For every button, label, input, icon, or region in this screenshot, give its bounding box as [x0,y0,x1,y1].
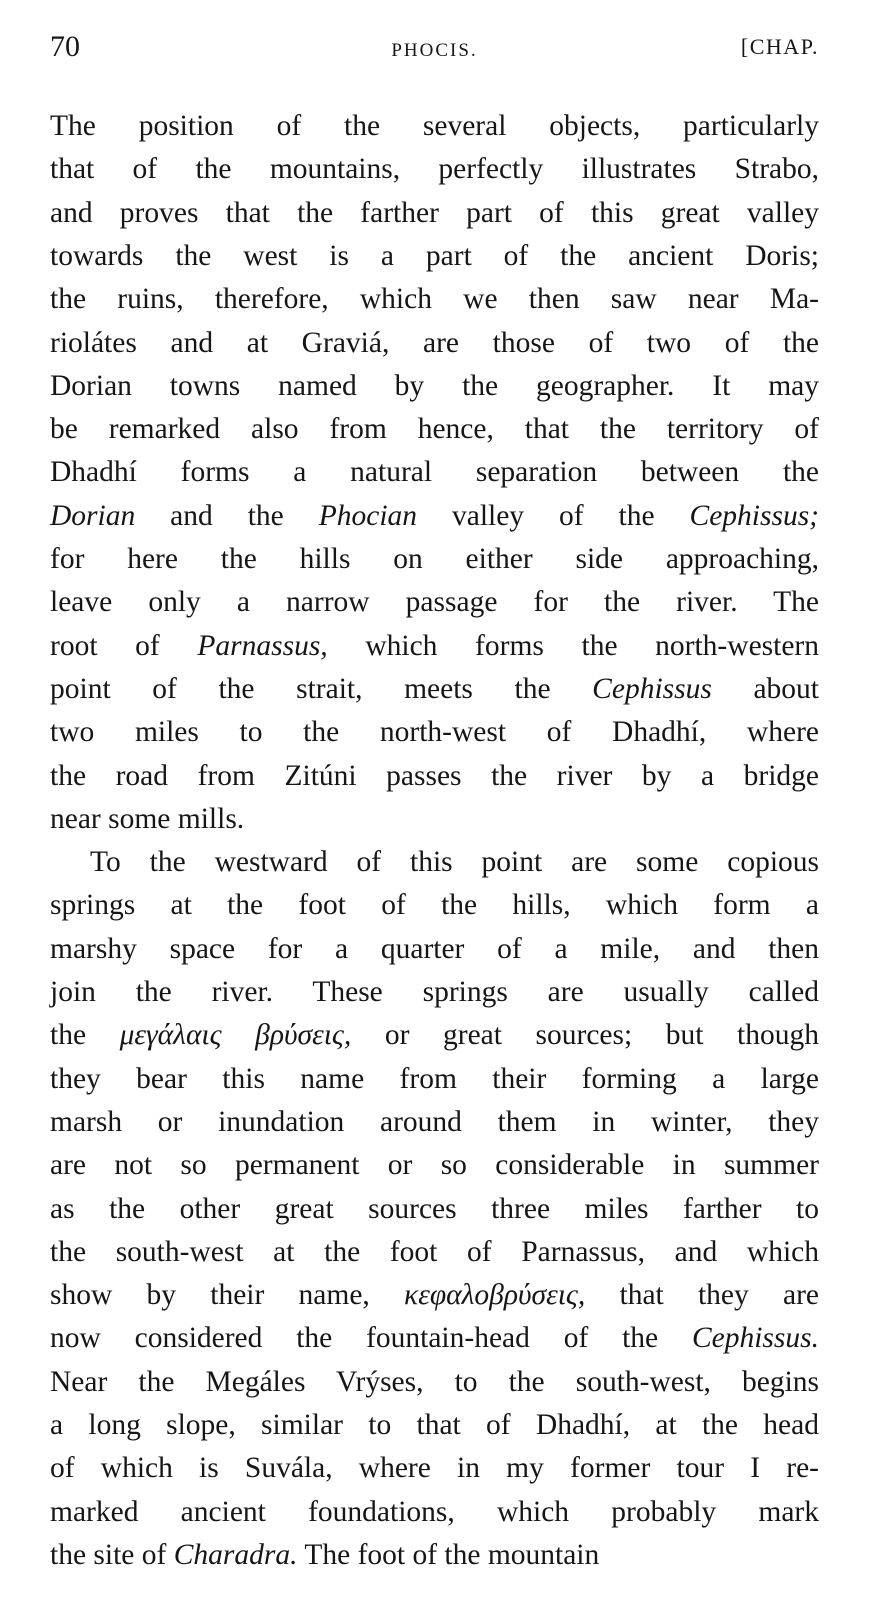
text-line [50,537,819,581]
text-run: leave only a narrow passage for the river. The [50,586,819,619]
text-run: join the river. These springs are usually called [50,976,819,1008]
text-line [50,1230,819,1274]
text-run: the road from Zitúni passes the river by a bridge [50,759,819,792]
text-run: be remarked also from hence, that the territory of [50,413,819,446]
page-header [0,30,869,80]
italic-text: Cephissus; [689,499,819,532]
text-line [50,147,819,191]
italic-text: Parnassus, [197,629,328,662]
text-run: Near the Megáles Vrýses, to the south-west, begins [50,1365,819,1398]
text-line [50,1187,819,1231]
text-line [50,580,819,624]
text-run: The position of the several objects, particularly [50,110,819,142]
text-line [50,797,819,841]
text-run: a long slope, similar to that of Dhadhí, at the head [50,1409,819,1441]
text-run: marked ancient foundations, which probably mark [50,1495,819,1528]
text-line [50,667,819,711]
text-line [50,1143,819,1187]
text-line [50,1273,819,1317]
text-line [50,1403,819,1447]
text-run: which forms the north-western [327,629,819,662]
text-line [50,364,819,408]
text-run: near some mills. [50,802,245,835]
text-line [50,927,819,971]
text-run: the south-west at the foot of Parnassus, and which [50,1235,819,1268]
italic-text: Phocian [318,499,418,532]
text-run: towards the west is a part of the ancient Doris; [50,239,819,272]
text-run: valley of the [417,499,690,532]
text-line [50,234,819,278]
text-run: Dorian towns named by the geographer. It may [50,369,819,402]
text-run: as the other great sources three miles farther to [50,1192,819,1225]
text-run: Dhadhí forms a natural separation between the [50,456,819,489]
text-line [50,1013,819,1057]
text-run: and proves that the farther part of this great valley [50,196,819,229]
text-run: the site of [50,1538,174,1571]
text-run: marshy space for a quarter of a mile, and then [50,932,819,965]
italic-text: κεφαλοβρύσεις, [404,1279,586,1312]
italic-text: Cephissus [592,672,712,705]
text-line [50,1533,819,1577]
text-run: To the westward of this point are some copious [90,846,819,879]
text-line [50,407,819,451]
text-line [50,1316,819,1360]
text-line [50,624,819,668]
text-run: they bear this name from their forming a large [50,1062,819,1095]
text-line [50,754,819,798]
text-run: root of [50,629,198,662]
text-run: are not so permanent or so considerable in summer [50,1149,819,1182]
text-run: for here the hills on either side approaching, [50,543,819,575]
text-run: point of the strait, meets the [50,672,593,705]
text-line [50,450,819,494]
chapter-marker: [CHAP. [740,34,819,59]
italic-text: Charadra. [173,1538,298,1571]
text-run: now considered the fountain-head of the [50,1322,692,1355]
italic-text: Cephissus. [691,1322,819,1355]
text-run: that they are [585,1279,819,1312]
text-run: and the [135,499,319,532]
italic-text: μεγάλαις βρύσεις, [119,1019,352,1052]
text-run: marsh or inundation around them in winter, they [50,1105,819,1138]
running-title: PHOCIS. [391,40,478,61]
text-run: The foot of the mountain [297,1538,600,1571]
text-run: about [711,672,819,705]
text-run: the [50,1019,120,1052]
text-line [50,970,819,1014]
text-run: show by their name, [50,1279,405,1312]
text-line [50,104,819,148]
text-run: the ruins, therefore, which we then saw near Ma- [50,283,819,316]
text-run: riolátes and at Graviá, are those of two of the [50,326,819,359]
text-run: two miles to the north-west of Dhadhí, where [50,716,819,749]
text-line [50,1360,819,1404]
text-line [50,191,819,235]
text-line [50,321,819,365]
page-number: 70 [50,30,80,63]
italic-text: Dorian [50,499,136,532]
text-line [50,1490,819,1534]
text-run: of which is Suvála, where in my former tour I re- [50,1452,819,1485]
text-run: that of the mountains, perfectly illustrates Strabo, [50,153,819,186]
text-line [50,494,819,538]
text-run: or great sources; but though [351,1019,820,1052]
text-line [50,1446,819,1490]
text-line [50,710,819,754]
text-run: springs at the foot of the hills, which form a [50,889,819,922]
text-line [90,840,819,884]
text-line [50,1057,819,1101]
text-line [50,883,819,927]
text-line [50,277,819,321]
text-line [50,1100,819,1144]
